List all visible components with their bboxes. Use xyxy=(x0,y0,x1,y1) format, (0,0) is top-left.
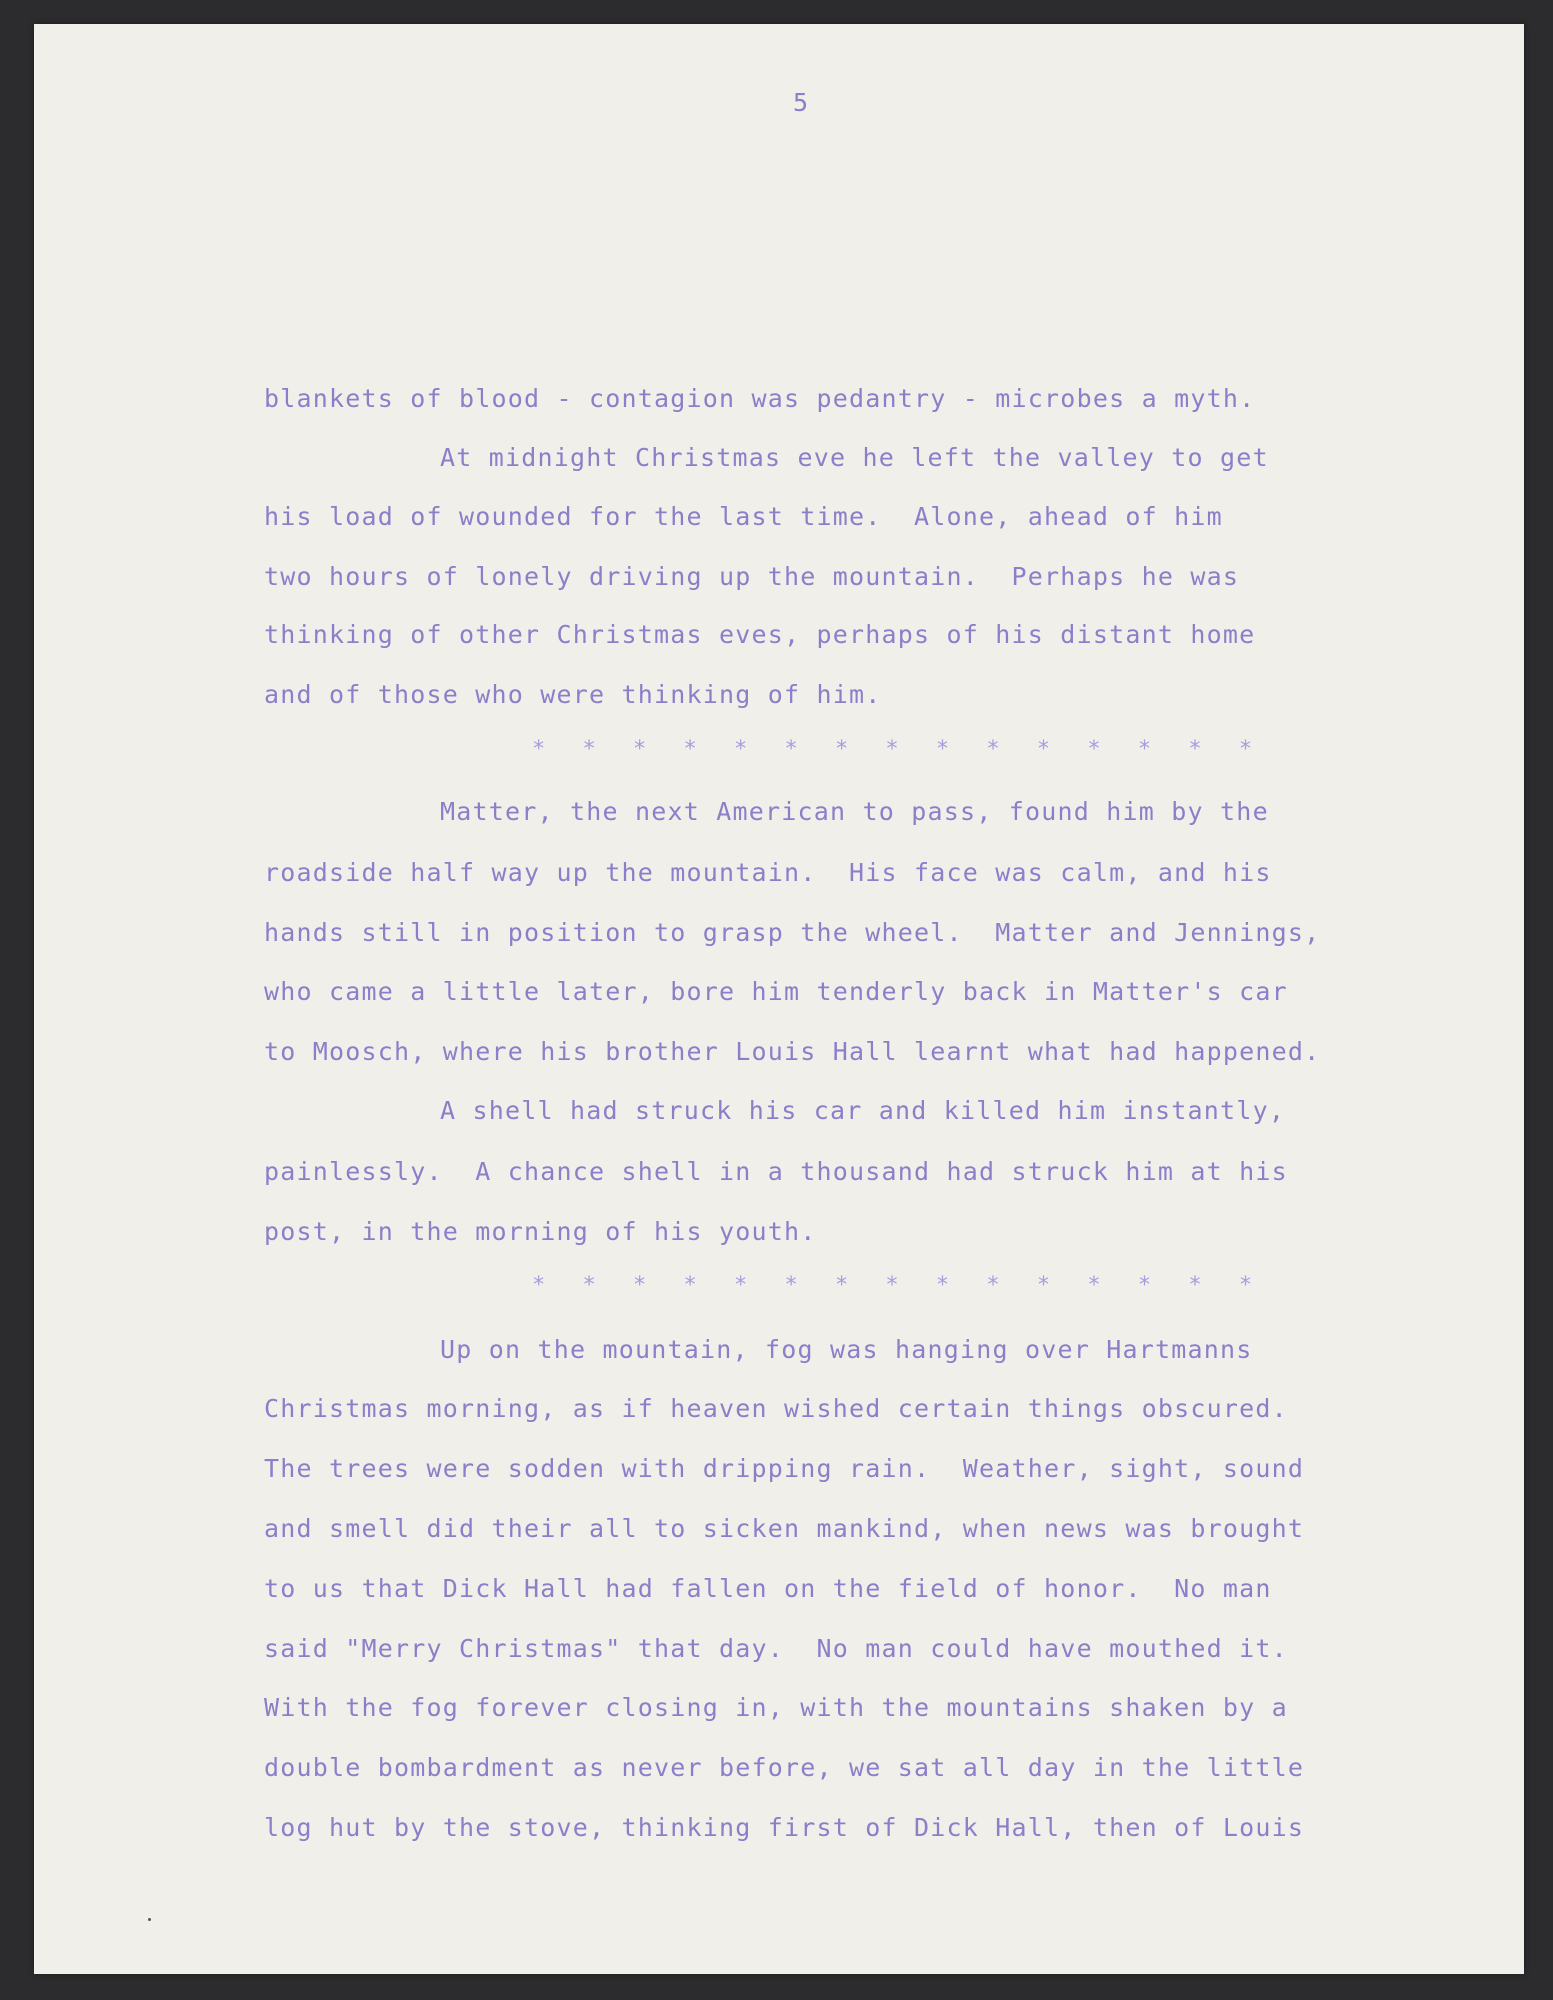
section-separator: * * * * * * * * * * * * * * * xyxy=(532,1273,1265,1298)
text-line: Up on the mountain, fog was hanging over Hartmanns xyxy=(440,1335,1253,1364)
text-line: thinking of other Christmas eves, perhaps of his distant home xyxy=(264,620,1256,649)
page-number: 5 xyxy=(793,88,809,117)
text-line: said "Merry Christmas" that day. No man could have mouthed it. xyxy=(264,1634,1288,1663)
text-line: At midnight Christmas eve he left the valley to get xyxy=(440,443,1269,472)
text-line: double bombardment as never before, we sat all day in the little xyxy=(264,1753,1305,1782)
text-line: to us that Dick Hall had fallen on the field of honor. No man xyxy=(264,1574,1272,1603)
text-line: post, in the morning of his youth. xyxy=(264,1217,817,1246)
text-line: blankets of blood - contagion was pedantry - microbes a myth. xyxy=(264,384,1256,413)
text-line: Matter, the next American to pass, found him by the xyxy=(440,797,1269,826)
text-line: A shell had struck his car and killed him instantly, xyxy=(440,1096,1286,1125)
text-line: who came a little later, bore him tenderly back in Matter's car xyxy=(264,977,1288,1006)
text-line: roadside half way up the mountain. His face was calm, and his xyxy=(264,858,1272,887)
text-line: to Moosch, where his brother Louis Hall learnt what had happened. xyxy=(264,1037,1321,1066)
text-line: painlessly. A chance shell in a thousand had struck him at his xyxy=(264,1157,1288,1186)
text-line: The trees were sodden with dripping rain. Weather, sight, sound xyxy=(264,1454,1305,1483)
text-line: his load of wounded for the last time. Alone, ahead of him xyxy=(264,502,1223,531)
text-line: With the fog forever closing in, with the mountains shaken by a xyxy=(264,1693,1288,1722)
text-line: two hours of lonely driving up the mountain. Perhaps he was xyxy=(264,562,1240,591)
text-line: and smell did their all to sicken mankind, when news was brought xyxy=(264,1514,1305,1543)
section-separator: * * * * * * * * * * * * * * * xyxy=(532,737,1265,762)
paper-speck xyxy=(148,1918,151,1921)
text-line: and of those who were thinking of him. xyxy=(264,680,882,709)
text-line: Christmas morning, as if heaven wished certain things obscured. xyxy=(264,1394,1288,1423)
text-line: hands still in position to grasp the wheel. Matter and Jennings, xyxy=(264,918,1321,947)
text-line: log hut by the stove, thinking first of Dick Hall, then of Louis xyxy=(264,1813,1305,1842)
